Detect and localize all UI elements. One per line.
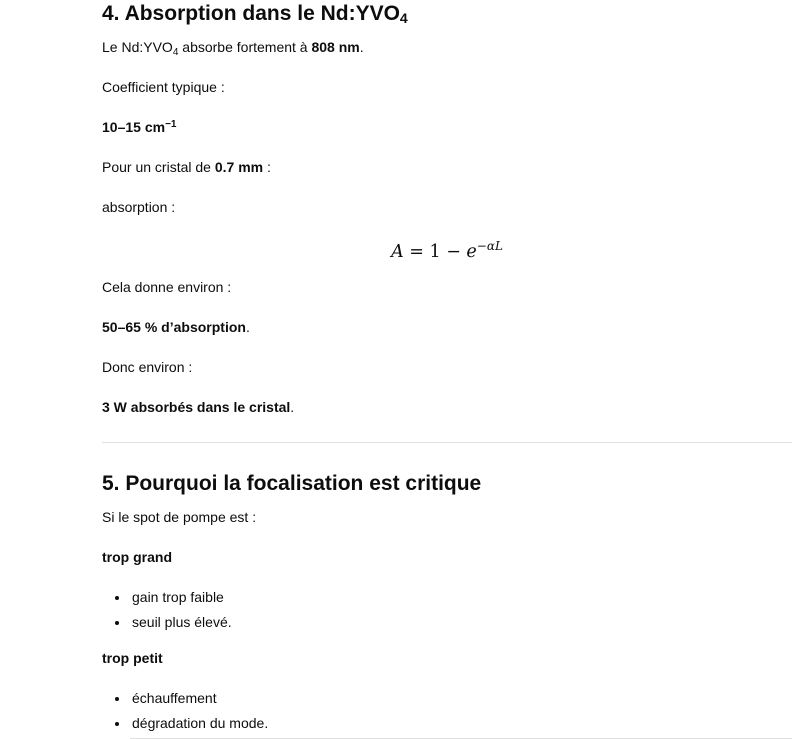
- paragraph-conclusion-value: [102, 397, 792, 418]
- paragraph-result-label: Cela donne environ :: [102, 279, 232, 295]
- coefficient-bold: 10–15 cm: [102, 119, 166, 135]
- list-item: • dégradation du mode.: [130, 713, 792, 734]
- paragraph-coefficient-label: Coefficient typique :: [102, 79, 225, 95]
- result-end: .: [245, 319, 250, 335]
- formula-base: e: [466, 242, 477, 262]
- paragraph-absorption-label: absorption :: [102, 199, 176, 215]
- formula-absorption: [102, 237, 792, 267]
- formula-equals: = 1 −: [403, 242, 467, 262]
- paragraph-case-large-label: [102, 547, 792, 568]
- paragraph-intro: [102, 37, 792, 58]
- conclusion-bold: 3 W absorbés dans le cristal: [102, 399, 291, 415]
- formula-exponent: [477, 239, 503, 253]
- list-item: • gain trop faible: [130, 587, 792, 608]
- intro-subscript: 4: [172, 47, 179, 58]
- paragraph-result-value: [102, 317, 792, 338]
- intro-end: .: [359, 39, 364, 55]
- case-small-list: [102, 688, 792, 734]
- section-divider: [102, 442, 792, 443]
- paragraph-conclusion-label: Donc environ :: [102, 359, 193, 375]
- case-small-label: trop petit: [102, 650, 163, 666]
- formula-exponent-sign: −: [476, 239, 487, 253]
- conclusion-end: .: [290, 399, 295, 415]
- paragraph-case-small-label: [102, 648, 792, 669]
- coefficient-superscript: −1: [165, 119, 177, 130]
- paragraph-coefficient-value: [102, 117, 792, 138]
- intro-pre: Le Nd:YVO: [102, 39, 173, 55]
- section-5-heading: 5. Pourquoi la focalisation est critique: [102, 472, 482, 495]
- paragraph-spot-intro: Si le spot de pompe est :: [102, 509, 257, 525]
- list-item: • échauffement: [130, 688, 792, 709]
- list-item: • seuil plus élevé.: [130, 612, 792, 633]
- section-4-heading-subscript: 4: [399, 10, 408, 26]
- case-large-list: [102, 587, 792, 633]
- intro-bold-wavelength: 808 nm: [311, 39, 360, 55]
- section-4-heading-text: 4. Absorption dans le Nd:YVO: [102, 2, 400, 25]
- intro-mid: absorbe fortement à: [178, 39, 312, 55]
- case-large-label: trop grand: [102, 549, 172, 565]
- result-bold: 50–65 % d’absorption: [102, 319, 246, 335]
- crystal-bold-thickness: 0.7 mm: [214, 159, 264, 175]
- crystal-pre: Pour un cristal de: [102, 159, 215, 175]
- crystal-end: :: [263, 159, 271, 175]
- formula-lhs: A: [391, 242, 404, 262]
- section-4-heading: [102, 1, 792, 27]
- paragraph-crystal: [102, 157, 792, 178]
- formula-exponent-var: αL: [486, 239, 503, 253]
